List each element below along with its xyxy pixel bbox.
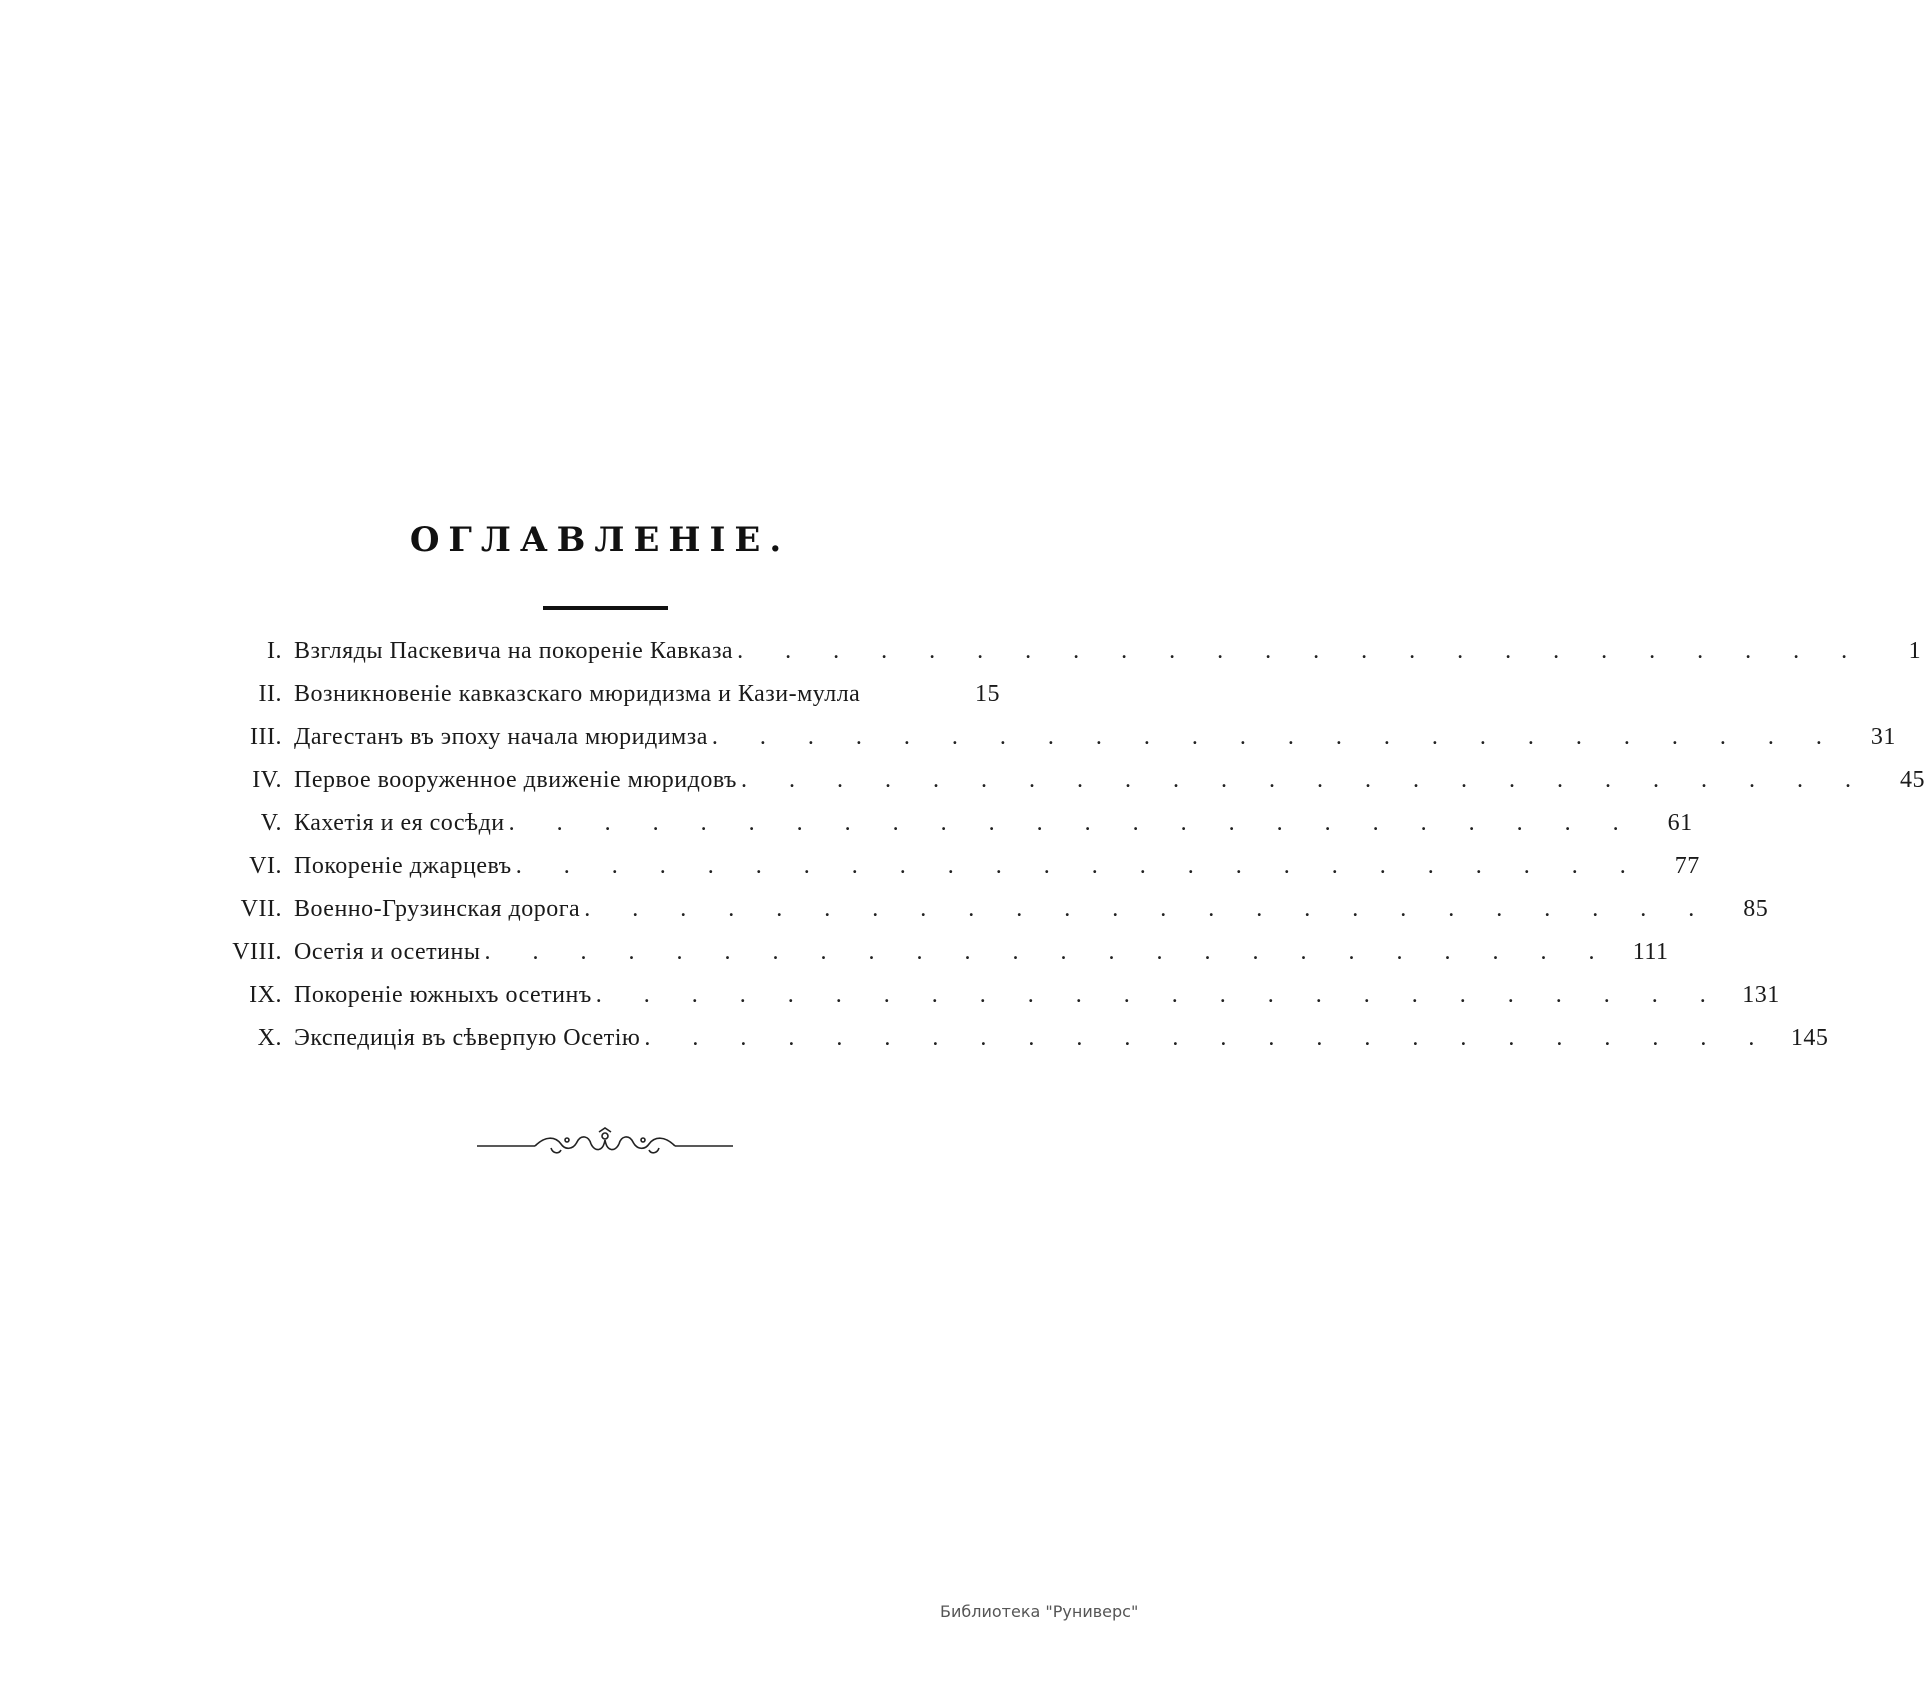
- toc-leader-dots: . . . . . . . . . . . . . . . . . . . . . . . .: [644, 1025, 1773, 1051]
- toc-title: Осетія и осетины: [294, 939, 481, 965]
- toc-leader-dots: . . . . . . . . . . . . . . . . . . . . . . . .: [584, 896, 1713, 922]
- toc-entry[interactable]: [210, 939, 1669, 982]
- toc-entry[interactable]: [210, 853, 1700, 896]
- toc-number: VIII.: [232, 939, 282, 965]
- toc-entry[interactable]: [210, 1025, 1829, 1068]
- toc-entry[interactable]: [210, 767, 1925, 810]
- toc-title: Покореніе джарцевъ: [294, 853, 512, 879]
- toc-leader-dots: . . . . . . . . . . . . . . . . . . . . . . . .: [508, 810, 1637, 836]
- toc-number: V.: [260, 810, 282, 836]
- toc-page-number: 85: [1743, 896, 1769, 922]
- title-rule: [543, 606, 668, 610]
- toc-leader-dots: . . . . . . . . . . . . . . . . . . . . . . . .: [515, 853, 1644, 879]
- toc-entry[interactable]: [210, 724, 1896, 767]
- toc-title: Дагестанъ въ эпоху начала мюридимза: [294, 724, 708, 750]
- toc-entry[interactable]: [210, 681, 1000, 724]
- toc-title: Экспедиція въ сѣверпую Осетію: [294, 1025, 641, 1051]
- toc-title: Военно-Грузинская дорога: [294, 896, 581, 922]
- toc-page-number: 61: [1667, 810, 1693, 836]
- table-of-contents: [210, 638, 1925, 1068]
- toc-number: VI.: [249, 853, 282, 879]
- toc-number: VII.: [240, 896, 282, 922]
- toc-number: IV.: [252, 767, 282, 793]
- toc-entry[interactable]: [210, 896, 1769, 939]
- toc-entry[interactable]: [210, 810, 1693, 853]
- toc-number: X.: [257, 1025, 282, 1051]
- page-title: ОГЛАВЛЕНІЕ.: [409, 520, 791, 560]
- toc-leader-dots: . . . . . . . . . . . . . . . . . . . . . . . .: [595, 982, 1724, 1008]
- toc-page-number: 77: [1674, 853, 1700, 879]
- toc-leader-dots: . . . . . . . . . . . . . . . . . . . . . . . .: [484, 939, 1613, 965]
- toc-title: Взгляды Паскевича на покореніе Кавказа: [294, 638, 734, 664]
- toc-title: Возникновеніе кавказскаго мюридизма и Кази-мулла: [294, 681, 861, 707]
- toc-leader-dots: . . . . . . . . . . . . . . . . . . . . . . . .: [737, 638, 1866, 664]
- library-watermark: Библиотека "Руниверс": [940, 1602, 1139, 1621]
- toc-entry[interactable]: [210, 638, 1922, 681]
- toc-leader-dots: . . . . . . . . . . . . . . . . . . . . . . . .: [740, 767, 1869, 793]
- toc-title: Первое вооруженное движеніе мюридовъ: [294, 767, 737, 793]
- toc-number: III.: [250, 724, 282, 750]
- toc-number: IX.: [249, 982, 282, 1008]
- toc-page-number: 45: [1899, 767, 1925, 793]
- toc-page-number: 15: [975, 681, 1000, 707]
- toc-page-number: 1: [1908, 638, 1922, 664]
- toc-number: II.: [258, 681, 282, 707]
- decorative-ornament: [475, 1128, 735, 1158]
- toc-entry[interactable]: [210, 982, 1780, 1025]
- toc-number: I.: [267, 638, 282, 664]
- toc-title: Кахетія и ея сосѣди: [294, 810, 505, 836]
- toc-page-number: 145: [1790, 1025, 1829, 1051]
- toc-page-number: 131: [1742, 982, 1780, 1008]
- toc-page-number: 31: [1870, 724, 1896, 750]
- toc-title: Покореніе южныхъ осетинъ: [294, 982, 592, 1008]
- toc-leader-dots: . . . . . . . . . . . . . . . . . . . . . . . .: [711, 724, 1840, 750]
- toc-page-number: 111: [1632, 939, 1669, 965]
